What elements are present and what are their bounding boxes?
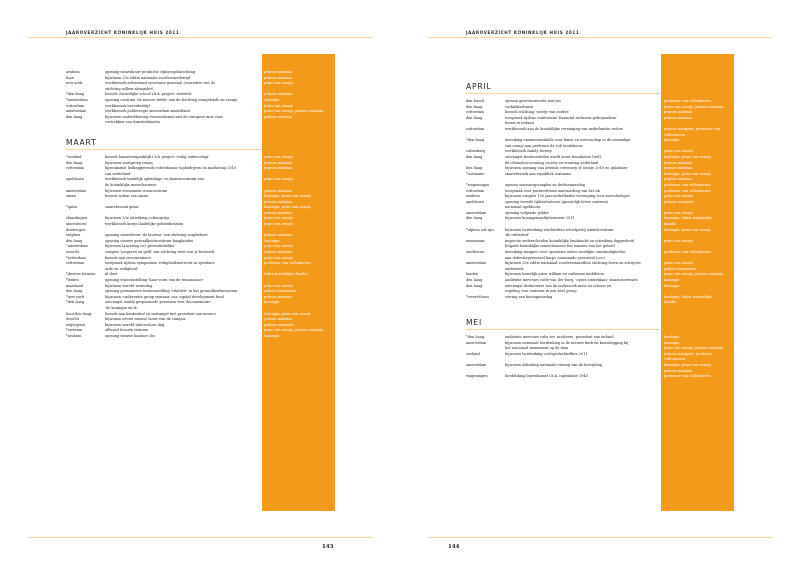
row-activity: werkbezoek polderregio amsterdam amstelland (105, 109, 190, 114)
row-attendee: vollenhoven (664, 132, 686, 137)
row-attendee: familie (664, 300, 677, 305)
row-activity: orde en veiligheid' (105, 266, 138, 271)
header-rule (28, 37, 373, 38)
row-activity: bijwonen afsluiting nationale viering van de bevrijding (505, 362, 603, 367)
row-activity: bijeenkomst leidinggevende rotterdamse topbedrijven en marketing 2010 (105, 166, 237, 171)
row-activity: bijwonen 25e editie nationaal voorleesmarathon stichting lezen en schrijven (505, 261, 641, 266)
row-location: amsterdam (66, 188, 86, 193)
row-attendee: prinses máxima (264, 92, 292, 97)
row-location: rotterdam (66, 261, 84, 266)
row-activity: bijwonen evenement wooncentrum (105, 188, 168, 193)
page-number: 143 (322, 544, 334, 550)
section-spacer (466, 70, 766, 75)
row-location: maasland (66, 283, 83, 288)
row-location: den bosch (466, 99, 485, 103)
row-location: *amsterdam (66, 97, 88, 102)
row-attendee: koningin, leden koninklijke (664, 294, 713, 299)
row-activity (505, 300, 662, 306)
row-activity: 'de koningin en ik' (105, 305, 138, 310)
row-attendee: professor van vollenhoven (664, 374, 711, 379)
row-location: lisse/den haag (66, 311, 92, 316)
row-activity: de koninklijke marechaussee (105, 182, 157, 187)
row-location: *amsterdam (66, 244, 88, 249)
row-location: *vietnam (66, 328, 82, 333)
row-activity: bezoek huisartsenpraktijk i.h.k. project 'veilig ouderschap' (105, 154, 210, 159)
row-activity: bijwonen wereld waterdag (105, 283, 153, 288)
month-heading: MEI (466, 317, 482, 327)
page-right (400, 0, 800, 566)
row-attendee: prins van oranje (264, 283, 293, 288)
row-activity: bijwonen koningsmaaltijdenevent 2011 (505, 216, 575, 221)
running-head: JAAROVERZICHT KONINKLIJK HUIS 2011 (466, 30, 580, 35)
row-activity: onderzoek (505, 266, 524, 271)
row-attendee: prinses margriet, professor van (664, 126, 721, 131)
row-attendee: prins van oranje (664, 238, 693, 243)
row-activity: werkbezoek havenbedrijf (105, 103, 150, 108)
row-attendee: prinses máxima (264, 294, 292, 299)
row-activity: opening nieuwe kantoor cbs (105, 333, 156, 338)
row-activity: bijwonen huwelijk prins william en catherine middleton (505, 272, 604, 277)
row-location: culemborg (466, 149, 485, 154)
row-attendee: koningin (664, 278, 680, 282)
row-activity: aan defensiepersoneel korps commando personeel (coc) (505, 255, 605, 260)
row-activity: toespraak tijdens symposium 'veiligheidsnetwerk in openbare (105, 261, 215, 266)
row-location: amsterdam (466, 340, 486, 345)
agenda-row (466, 300, 766, 306)
row-activity: officieel bezoek vietnam (105, 328, 148, 333)
row-attendee: prins van oranje, (664, 261, 695, 266)
row-attendee: prins van oranje (264, 244, 293, 249)
agenda-row (66, 334, 366, 340)
header-rule (428, 37, 772, 38)
row-location: lisse (66, 75, 74, 80)
row-activity: vertrekken van transitielanden (105, 120, 160, 125)
row-location: *den haag (466, 334, 485, 339)
row-activity: 'de ridderhof' (505, 233, 530, 238)
row-attendee: prinses máxima (264, 199, 292, 204)
row-location: *arnhem (66, 333, 82, 338)
row-activity: nl doet (105, 272, 118, 277)
row-attendee: prinses máxima (264, 233, 292, 238)
row-attendee: koningin, prins van oranje, (664, 154, 712, 159)
month-rule (66, 149, 262, 150)
row-activity: van oranje aan professor dr. rob loudeboom (505, 143, 583, 148)
row-attendee: prins van oranje (264, 154, 293, 159)
month-rule (466, 93, 662, 94)
row-activity: nationaal apeldoorn (505, 205, 541, 210)
row-location: amsterdam (466, 362, 486, 367)
row-location: *den haag (66, 300, 85, 305)
agenda-content (466, 70, 766, 380)
row-activity: uitreiking insignes voor 'operaties onder moeilijke omstandigheden' (505, 250, 627, 255)
row-attendee: professor van vollenhoven (664, 99, 711, 103)
row-attendee: koningin, prins van oranje, (264, 205, 312, 210)
month-heading: MAART (66, 137, 97, 147)
row-activity: bijwonen herdenking oorlogsslachtoffers 2011 (505, 351, 588, 356)
row-attendee: prinses máxima (664, 110, 692, 115)
row-activity: herdenking bijeenkomst i.h.k. capitulatie 1945 (505, 374, 588, 379)
row-attendee: koningin (664, 283, 680, 288)
row-activity: openen gerestaureerde sint-jan (505, 99, 561, 103)
row-attendee: prinses máxima (264, 250, 292, 255)
row-activity: bezoek aan zeecontainers (105, 255, 151, 260)
row-activity: staatsbezoek qatar (105, 205, 139, 210)
row-location: *den haag (66, 92, 85, 97)
row-attendee: prins van oranje, prinses máxima (664, 104, 724, 109)
row-activity: opening volgende polder (505, 210, 550, 215)
row-attendee: koningin, prins van oranje, (264, 194, 312, 199)
row-attendee: prins van oranje, prinses máxima (664, 346, 724, 351)
row-activity: ontvangst deelnemers van de onderzoek mooi en schoon en (505, 283, 612, 288)
row-location: den haag (466, 104, 483, 109)
row-activity: bijwonen ondertekening overeenkomst met de europese unie voor (105, 114, 223, 119)
row-location: zeeland (466, 351, 480, 356)
row-attendee: koningin, (664, 340, 681, 345)
row-attendee: professor van vollenhoven (664, 188, 711, 193)
row-location: den haag (466, 166, 483, 171)
row-location: zutphen (66, 233, 81, 238)
row-attendee: prins van oranje (664, 194, 693, 199)
row-attendee: prins van oranje, prinses máxima (264, 328, 324, 333)
row-activity: bijwonen opening van artemis ceremony of oranje 2010 en galadiner (505, 166, 628, 171)
row-attendee: prinses máxima (264, 70, 292, 74)
row-activity: ontvangst aantal gesponsorde personen voor documentaire (105, 300, 211, 305)
row-location: driebergen (66, 227, 86, 232)
row-activity: van nederland (105, 171, 131, 176)
row-attendee: prins van oranje (264, 177, 293, 182)
row-location: rotterdam (66, 166, 84, 171)
row-activity: audiëntie mevrouw ruby ser. mcaleese, president van ierland (505, 334, 614, 339)
row-activity: bezoek aan keukenhof en ontvangst met president van mexico (105, 311, 216, 316)
row-location: wassenaar (466, 238, 485, 243)
row-activity: werkbezoek landelijk opleidings- en kenniscentrum van (105, 177, 204, 182)
row-attendee: koningin (664, 334, 680, 339)
row-activity: bijwonen eerste nieuwe bouw van de campus (105, 317, 186, 322)
row-activity: openen woonzorgcomplex en deelnemersdag (505, 182, 586, 187)
row-activity: bijwonen conferentie group seminar, usa capital development fund (105, 294, 224, 299)
running-head: JAAROVERZICHT KONINKLIJK HUIS 2011 (66, 30, 180, 35)
row-activity: werkbezoek korps landelijke politiediensten (105, 222, 184, 227)
row-attendee: koningin, prins van oranje, (664, 171, 712, 176)
row-activity: het nationaal monument op de dam (505, 346, 569, 351)
row-attendee: prinses máxima (264, 75, 292, 80)
row-attendee: koningin, prins van oranje (664, 227, 711, 232)
row-attendee: prins van oranje (264, 216, 293, 221)
row-activity: bijwonen startgroep cenaq (105, 160, 153, 165)
agenda-content (66, 70, 366, 340)
row-location: den haag (466, 216, 483, 221)
row-location: *weert/thorn (466, 294, 489, 299)
section-spacer (466, 306, 766, 311)
row-activity: werkbezoek adviesraad secretaris-generaal (voorzitter van de (105, 81, 216, 86)
row-location: arnhem (466, 194, 480, 199)
row-attendee: prinses máxima (264, 317, 292, 322)
row-location: utrecht (66, 317, 80, 322)
row-location: apeldoorn (466, 199, 484, 204)
row-activity: staatsbezoek aan republiek suriname (505, 171, 572, 176)
row-attendee: koningin (264, 300, 280, 305)
row-location: vlaardingen (66, 216, 88, 221)
row-attendee: leden koninklijke familie (264, 272, 308, 277)
row-activity: bezoek stichting 'voedje van ouders' (505, 110, 570, 115)
footer-rule (28, 537, 373, 538)
row-location: londen (466, 272, 479, 277)
row-location: *diverse locaties (66, 272, 96, 277)
row-activity: bijwonen wereld tuberculose dag (105, 322, 165, 327)
row-location: den haag (466, 283, 483, 288)
row-activity: bijwonen lancering co2-prestatieladder (105, 244, 175, 249)
row-location: eindhoven (466, 250, 485, 255)
row-location: arnhem (66, 70, 80, 74)
row-activity: bijwonen 25e uitreiking cultuurprijs (105, 216, 170, 221)
row-activity: toespraak voor partnerforum aanvaarding van het nk (505, 188, 600, 193)
row-activity: vorkinklaslunch (505, 104, 534, 109)
row-activity: regeling voor ouderen in een heel groep (505, 289, 577, 294)
row-location: wageningen (466, 374, 488, 379)
row-attendee: koningin (264, 333, 280, 338)
row-location: den haag (466, 154, 483, 159)
row-location: amersfoort/ (66, 222, 87, 227)
row-location: *zeeland (66, 154, 82, 159)
row-location: apeldoorn (66, 177, 84, 182)
row-location: *rotterdam (66, 255, 86, 260)
row-attendee (262, 120, 332, 126)
row-location: oman (66, 194, 76, 199)
row-activity: opening nieuwbouw productie rijksjeugdinrichting (105, 70, 196, 74)
row-location: den haag (66, 289, 83, 294)
row-attendee: professor van vollenhoven (664, 182, 711, 187)
row-location: den haag (66, 160, 83, 165)
row-activity: bezoek christelijke school i.h.k. project 'netwerk' (105, 92, 193, 97)
row-attendee: prinses margriet, professor (664, 351, 713, 356)
row-attendee: prins van oranje (264, 81, 293, 86)
agenda-row (466, 374, 766, 380)
row-attendee: prinses laurentien (264, 289, 297, 294)
row-activity: bezoek sultan van oman (105, 194, 148, 199)
row-attendee: prinses máxima (264, 188, 292, 193)
row-location: *alphen a/d rijn (466, 227, 494, 232)
row-location: den haag (66, 114, 83, 119)
row-attendee: koningin (264, 97, 280, 102)
row-activity: forum in ierland (505, 121, 534, 126)
row-location: oegstgeest (66, 322, 86, 327)
row-location (66, 120, 105, 126)
row-attendee: prinses máxima (664, 368, 692, 373)
page-number: 144 (448, 544, 460, 550)
row-attendee: familie (664, 222, 677, 227)
row-location: *new york (66, 294, 85, 299)
row-activity: audiëntie mevrouw rutte-van der burg, 'opera sinterklaas' staatssecretaris (505, 278, 638, 282)
row-location: *leiden (66, 278, 79, 282)
month-heading: APRIL (466, 82, 492, 91)
row-attendee: prinses máxima (264, 160, 292, 165)
row-activity: opening nieuwbouw 'de laurens' van stichting zorgbeheer (105, 233, 208, 238)
row-location: *wageningen (466, 182, 490, 187)
row-location: *qatar (66, 205, 78, 210)
row-activity: opening permanente tentoonstelling 'vitaliteit' in het gezondheidsmuseum (105, 289, 238, 294)
row-attendee: koningin (664, 138, 680, 143)
row-location (466, 300, 505, 306)
row-attendee: prins van oranje (264, 255, 293, 260)
row-attendee: koningin (264, 238, 280, 243)
row-activity: bijwonen congres 100 jaar nederlandse vereniging voor microbiologie (505, 194, 630, 199)
section-spacer (66, 126, 366, 131)
row-location: rotterdam (466, 188, 484, 193)
row-attendee: koningin, prins van oranje, (664, 362, 712, 367)
row-location: den haag (66, 238, 83, 243)
row-location: amsterdam (466, 210, 486, 215)
row-location: rotterdam (66, 103, 84, 108)
footer-rule (428, 537, 772, 538)
row-attendee: koningin, prins van oranje (264, 311, 311, 316)
row-location: rotterdam (466, 126, 484, 131)
row-activity: opening nieuwe gezondheidscentrum haaglanden (105, 238, 194, 243)
row-location: *suriname (466, 171, 485, 176)
row-attendee: professor van vollenhoven (664, 250, 711, 255)
agenda-row (66, 120, 366, 126)
row-attendee: prins van oranje, prinses máxima (264, 109, 324, 114)
row-activity: uitreiking erasmusmedaille voor kunst en wetenschap in de eenmalige (505, 138, 631, 143)
row-attendee: prinses laurentien (664, 266, 697, 271)
row-attendee: prinses máxima (664, 160, 692, 165)
row-attendee: professor van vollenhoven (264, 261, 311, 266)
row-location: new york (66, 81, 83, 86)
row-location: utrecht (66, 250, 80, 255)
row-activity: werkbezoek family factory (505, 149, 552, 154)
row-attendee: vollenhoven (664, 357, 686, 362)
row-location: den haag (466, 278, 483, 282)
row-attendee: koningin, leden koninklijke (664, 216, 713, 221)
row-attendee: prinses máxima (264, 210, 292, 215)
row-activity: toespraak tijdens conferentie 'financial inclusion policymakers' (505, 115, 618, 120)
row-attendee: prinses máxima (264, 166, 292, 171)
row-attendee: prins van oranje (264, 103, 293, 108)
row-attendee: prinses máxima (664, 115, 692, 120)
row-activity: opening tweede tijdstalentoren (geestelijk leven centrum) (505, 199, 609, 204)
row-location: *den haag (466, 138, 485, 143)
row-activity: bijwonen 25e editie nationale voorleeswedstrijd (105, 75, 191, 80)
row-attendee: prins van oranje (664, 149, 693, 154)
row-attendee: prins van oranje (264, 222, 293, 227)
row-activity: bijwonen herdenking slachtoffers schietpartij winkelcentrum (505, 227, 614, 232)
row-location: rotterdam (466, 110, 484, 115)
row-attendee: prinses máxima (664, 166, 692, 171)
row-location: den haag (466, 115, 483, 120)
row-attendee: prinses máxima (664, 177, 692, 182)
row-activity: stichting willem-alexander) (105, 86, 154, 91)
row-activity: werkbezoek aan de koninklijke vereniging van nederlandse reders (505, 126, 624, 131)
row-activity: viering van koninginnedag (505, 294, 553, 299)
row-attendee: prinses margriet (264, 322, 294, 327)
row-attendee: prins van oranje (664, 210, 693, 215)
month-rule (466, 329, 662, 330)
row-activity: ontvangst bestuursleden world scout foundation (wsf), (505, 154, 603, 159)
row-activity: congres 'jongeren en geld' van stichting weet wat je besteedt (105, 250, 215, 255)
row-activity: brigade koninklijke marechaussee ten aanzien van het geheel (505, 244, 615, 249)
row-activity: bijwonen nationale herdenking in de nieuwe kerk en kranslegging bij (505, 340, 629, 345)
row-location: amsterdam (66, 109, 86, 114)
row-attendee: prinses máxima (264, 114, 292, 119)
row-activity: inspectie onderscheiden koninklijke landmacht en uitreiking dapperheid (505, 238, 634, 243)
row-activity: de oliemolen-scouting society en scouting nederland (505, 160, 599, 165)
row-activity: opening centrum 'de nieuwe liefde' van de stichting oranjefonds en oranje (105, 97, 238, 102)
row-attendee: prins van oranje, prinses máxima (664, 272, 724, 277)
row-activity: opening tentoonstelling 'haar vorm van de renaissance' (105, 278, 204, 282)
row-attendee: prinses margriet (664, 199, 694, 204)
row-location: amsterdam (466, 261, 486, 266)
